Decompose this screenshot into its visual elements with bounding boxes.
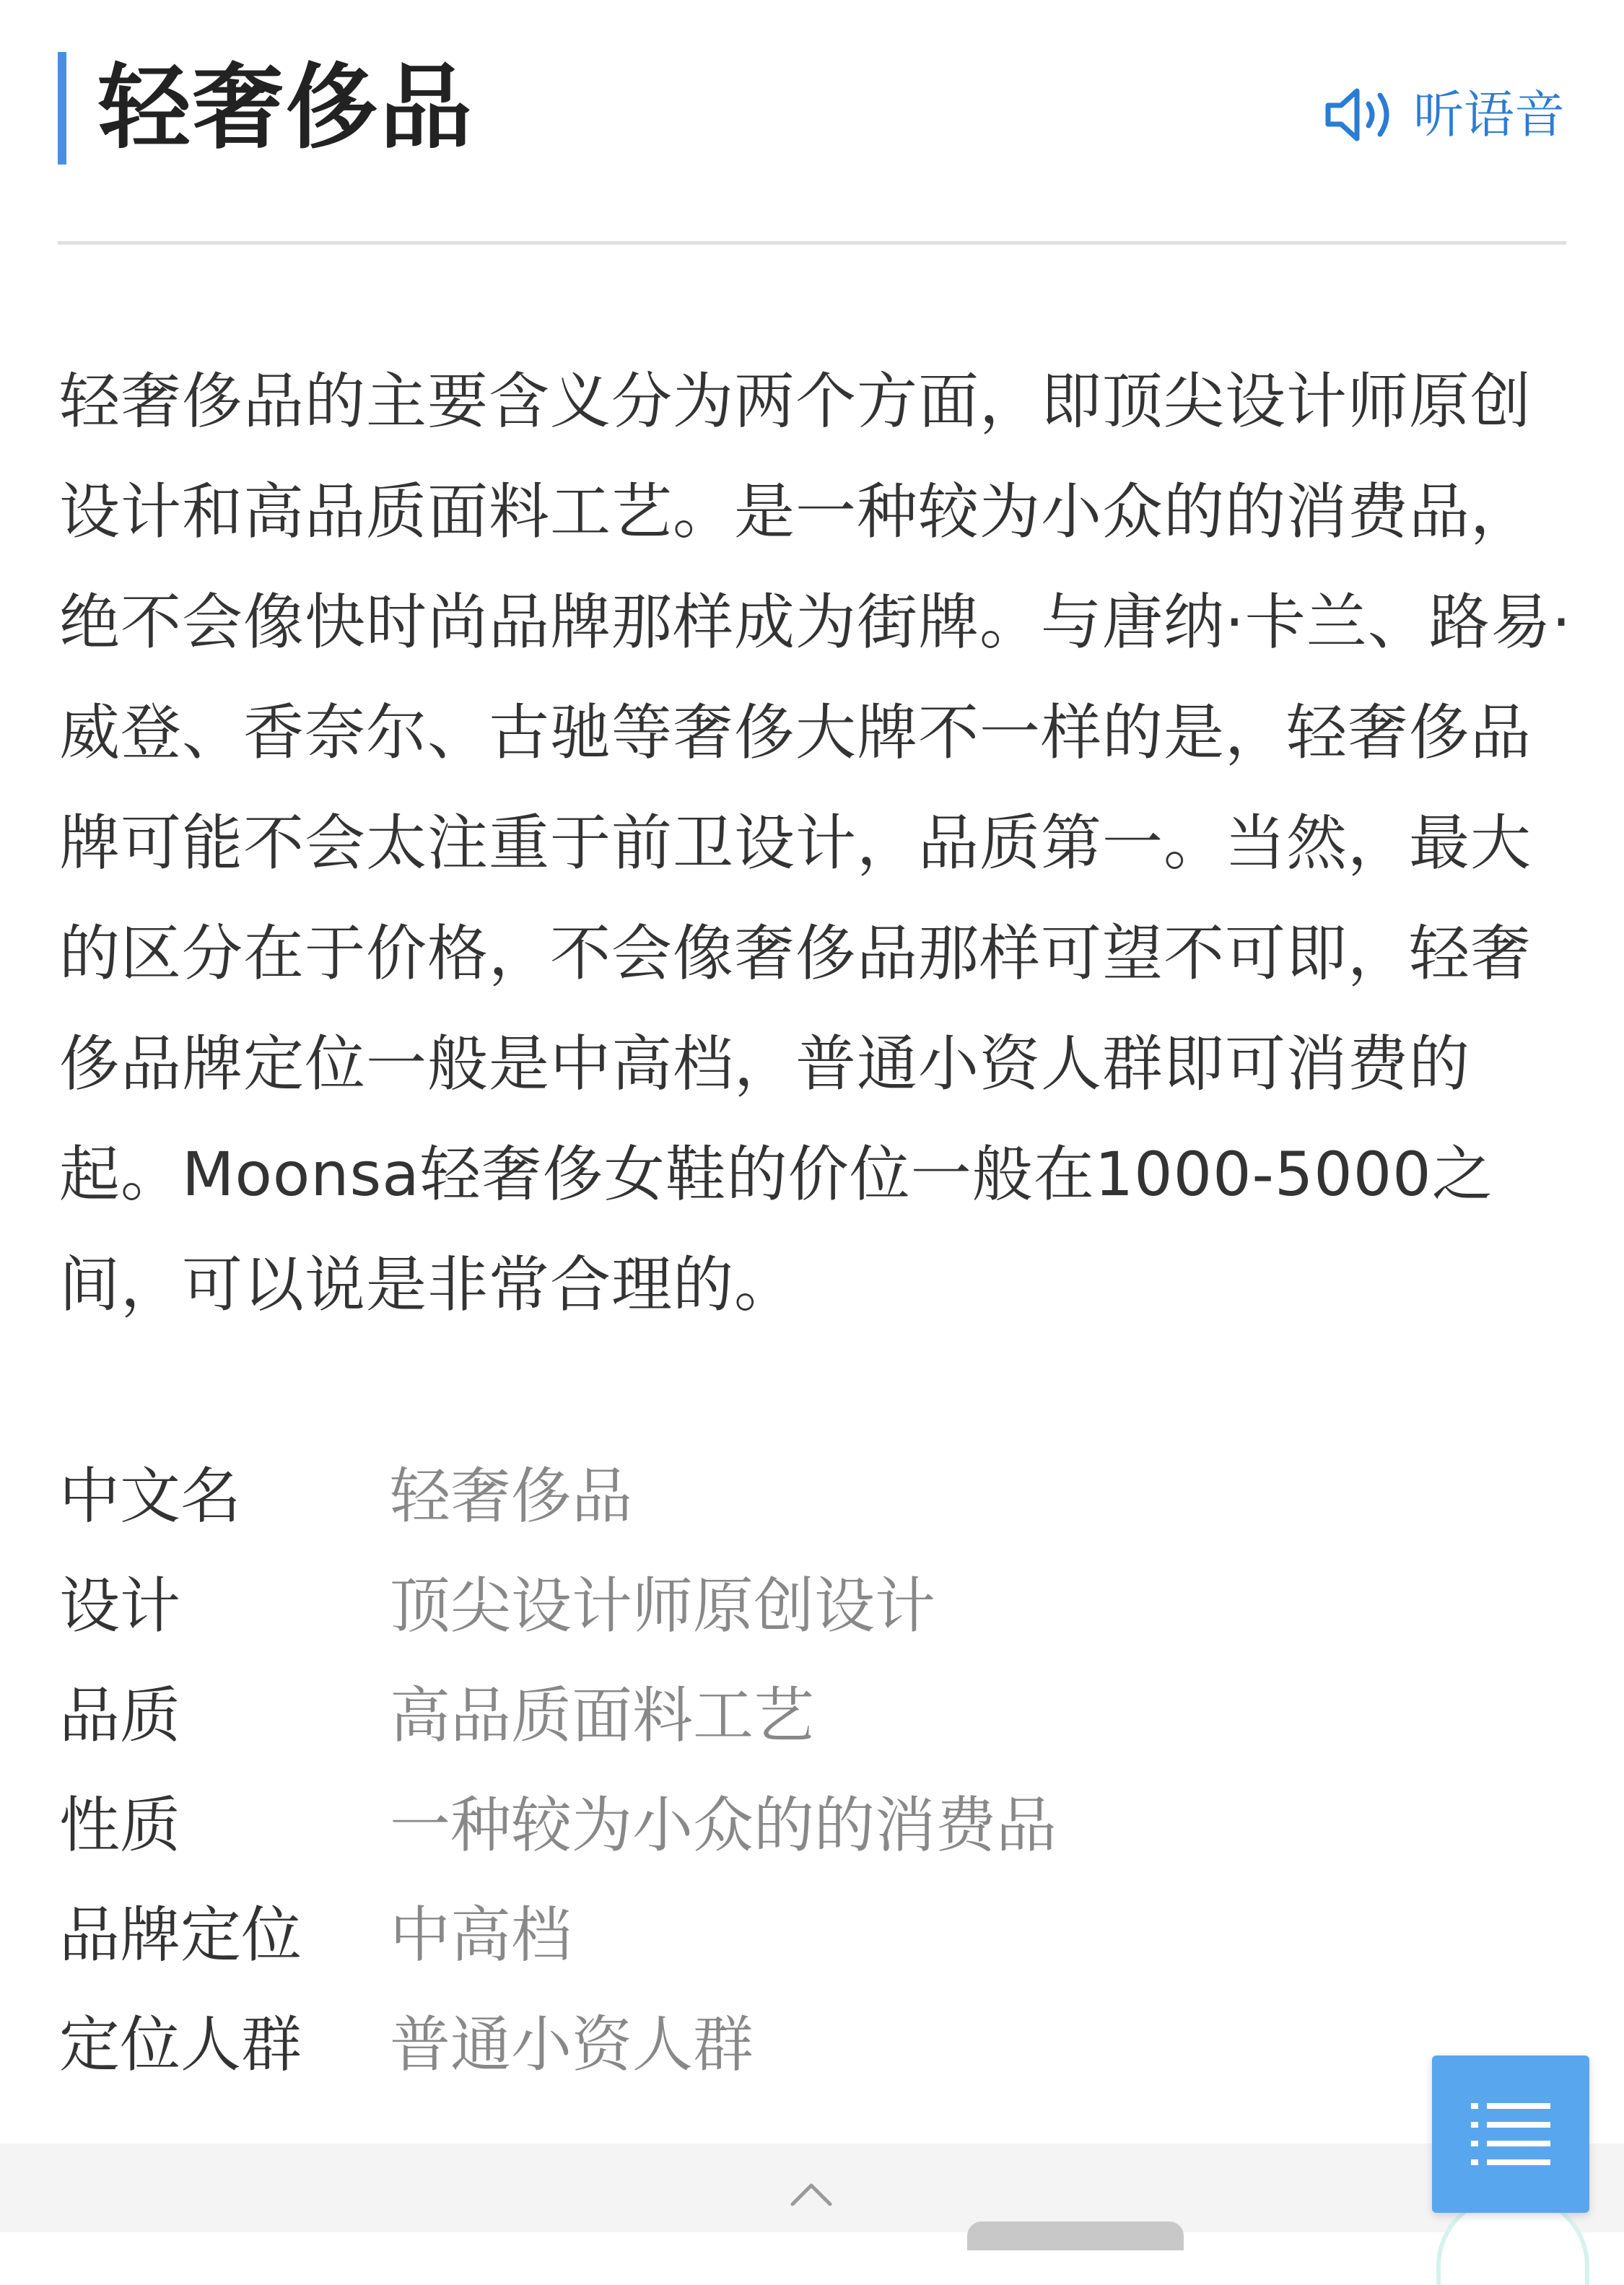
info-value: 普通小资人群: [390, 2009, 754, 2080]
info-key: 设计: [59, 1570, 181, 1641]
info-row: [59, 1546, 1503, 1656]
header: [0, 0, 1624, 245]
title-accent-bar: [58, 52, 66, 165]
info-key: 品质: [59, 1679, 181, 1751]
summary-paragraph: 轻奢侈品的主要含义分为两个方面，即顶尖设计师原创设计和高品质面料工艺。是一种较为小众的的消费品，绝不会像快时尚品牌那样成为街牌。与唐纳·卡兰、路易·威登、香奈尔、古驰等奢侈大牌不一样的是，轻奢侈品牌可能不会太注重于前卫设计，品质第一。当然，最大的区分在于价格，不会像奢侈品那样可望不可即，轻奢侈品牌定位一般是中高档，普通小资人群即可消费的起。Moonsa轻奢侈女鞋的价位一般在1000-5000之间，可以说是非常合理的。: [59, 366, 1572, 1320]
list-icon: [1471, 2099, 1550, 2168]
info-row: [59, 1765, 1503, 1875]
info-row: [59, 1656, 1503, 1765]
info-key: 中文名: [59, 1460, 242, 1532]
info-row: [59, 1436, 1503, 1546]
listen-audio-button[interactable]: [1322, 75, 1565, 154]
header-divider: [58, 241, 1566, 245]
chevron-up-icon[interactable]: [790, 2181, 833, 2207]
speaker-icon: [1322, 82, 1402, 147]
info-key: 品牌定位: [59, 1899, 302, 1970]
bottom-tab-handle[interactable]: [967, 2221, 1184, 2250]
bottom-bar: [0, 2144, 1624, 2232]
info-key: 性质: [59, 1789, 181, 1861]
info-table: [59, 1436, 1503, 2094]
info-value: 顶尖设计师原创设计: [390, 1570, 936, 1641]
info-value: 一种较为小众的的消费品: [390, 1789, 1057, 1861]
info-value: 轻奢侈品: [390, 1460, 633, 1532]
info-row: [59, 1875, 1503, 1985]
info-value: 高品质面料工艺: [390, 1679, 815, 1751]
info-key: 定位人群: [59, 2009, 302, 2080]
catalog-button[interactable]: [1432, 2055, 1589, 2213]
info-value: 中高档: [390, 1899, 572, 1970]
info-row: [59, 1985, 1503, 2094]
page-title: 轻奢侈品: [98, 54, 474, 162]
listen-audio-label: 听语音: [1413, 85, 1565, 144]
